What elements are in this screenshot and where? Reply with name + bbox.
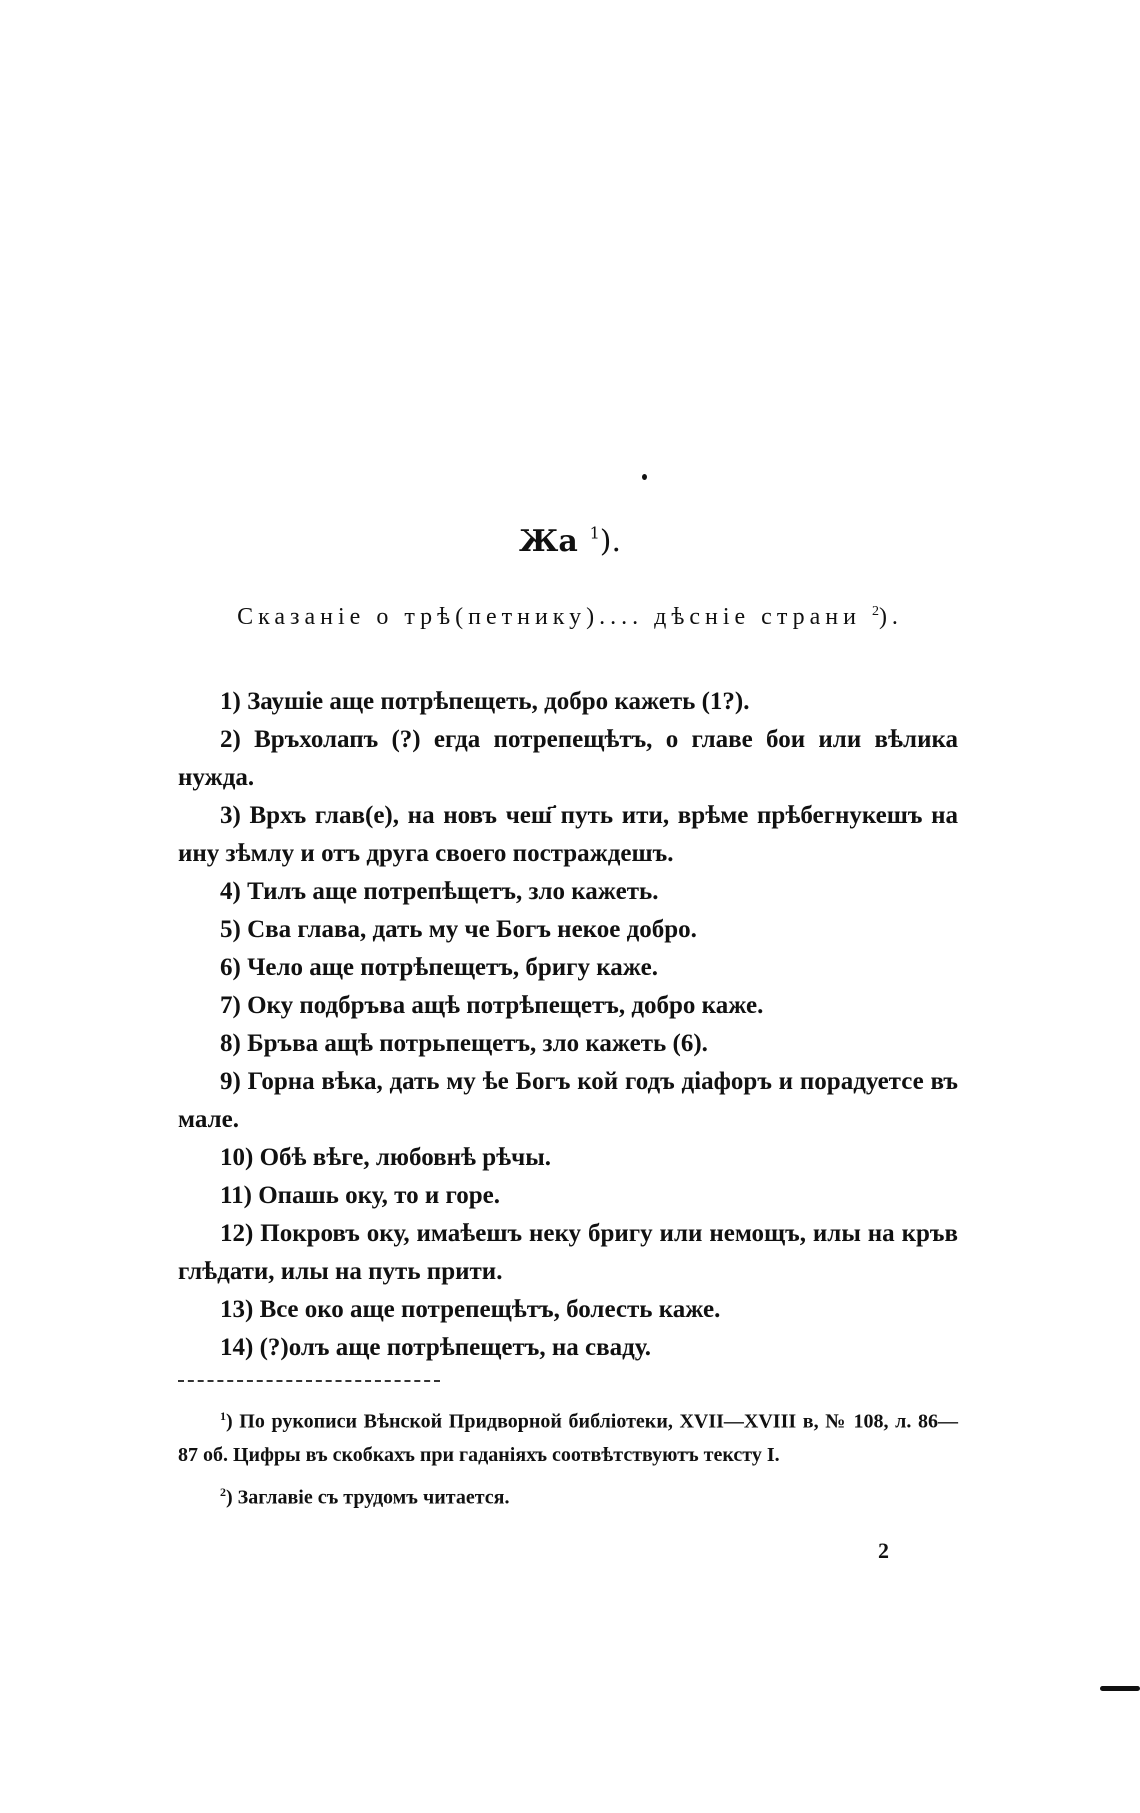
list-item: 12) Покровъ оку, имаѣешъ неку бригу или немощъ, илы на кръв глѣдати, илы на путь прити. — [178, 1220, 958, 1285]
page-number: 2 — [878, 1538, 889, 1563]
title-footnote-ref: 1 — [589, 523, 600, 543]
list-item: 8) Бръва ащѣ потрьпещетъ, зло кажеть (6). — [220, 1030, 708, 1057]
list-item: 2) Връхолапъ (?) егда потрепещѣтъ, о главе бои или вѣлика нужда. — [178, 726, 958, 791]
title-text: Жа — [518, 524, 578, 559]
stray-dot — [642, 474, 647, 480]
list-item: 11) Опашь оку, то и горе. — [220, 1182, 501, 1209]
subtitle-footnote-ref: 2 — [871, 604, 879, 619]
footnote — [178, 1476, 958, 1515]
list-item: 10) Обѣ вѣге, любовнѣ рѣчы. — [220, 1144, 552, 1171]
title-paren: ). — [599, 524, 622, 559]
list-item: 5) Сва глава, дать му че Богъ некое добро. — [220, 916, 697, 943]
list-item: 9) Горна вѣка, дать му ѣе Богъ кой годъ діафоръ и порадуетсе въ мале. — [178, 1068, 958, 1133]
list-item: 4) Тилъ аще потрепѣщетъ, зло кажеть. — [220, 878, 659, 905]
subtitle — [0, 604, 1140, 631]
footnote — [178, 1400, 958, 1472]
footnote-text: ) Заглавіе съ трудомъ читается. — [226, 1486, 510, 1509]
list-item: 1) Заушіе аще потрѣпещеть, добро кажеть (1?). — [220, 688, 750, 715]
list-item: 6) Чело аще потрѣпещетъ, бригу каже. — [220, 954, 658, 981]
subtitle-paren: ). — [878, 604, 903, 630]
list-item: 7) Оку подбръва ащѣ потрѣпещетъ, добро каже. — [220, 992, 764, 1019]
footnotes — [178, 1400, 958, 1518]
list-item: 14) (?)олъ аще потрѣпещетъ, на сваду. — [220, 1334, 651, 1361]
list-item: 3) Врхъ глав(е), на новъ чеш҃ путь ити, врѣме прѣбегнукешъ на ину зѣмлу и отъ друга своего постраждешъ. — [178, 802, 958, 867]
footnote-divider — [178, 1380, 440, 1382]
omen-list — [178, 683, 958, 1367]
list-item: 13) Всe око аще потрепещѣтъ, болесть каже. — [220, 1296, 721, 1323]
scan-edge-mark — [1100, 1686, 1140, 1691]
footnote-mark: 2 — [220, 1484, 226, 1499]
page-title — [0, 520, 1140, 560]
footnote-text: ) По рукописи Вѣнской Придворной библіотеки, XVII—XVIII в, № 108, л. 86—87 об. Цифры въ скобкахъ при гаданіяхъ соотвѣтствуютъ тексту I. — [178, 1410, 958, 1466]
footnote-mark: 1 — [220, 1409, 226, 1423]
subtitle-text: Сказаніе о трѣ(петнику).... дѣсніе страни — [237, 604, 861, 630]
